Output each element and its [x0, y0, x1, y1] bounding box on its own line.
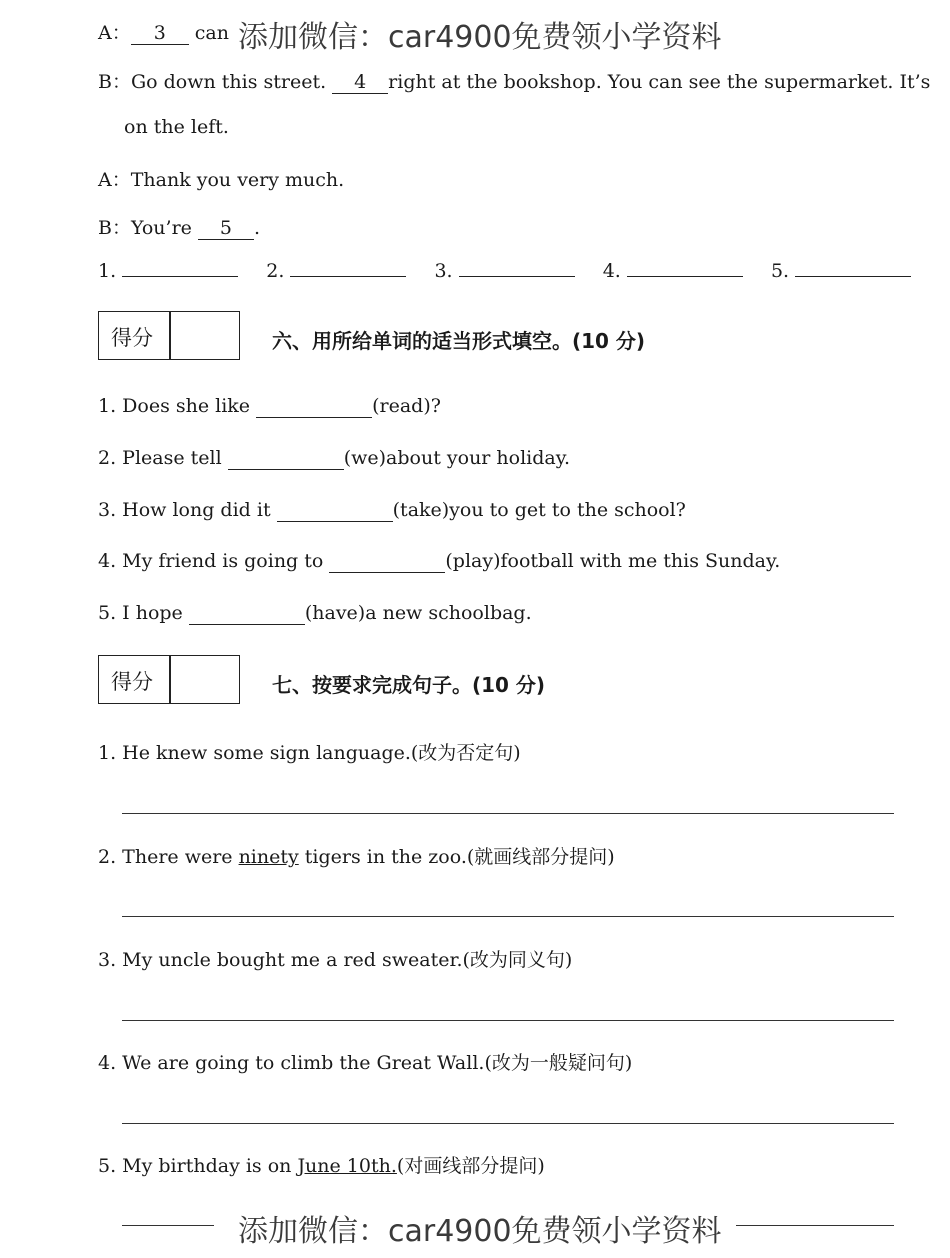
- score-label: 得分: [111, 326, 153, 350]
- fill-blank[interactable]: [329, 551, 445, 573]
- fill-blank[interactable]: [256, 396, 372, 418]
- dialogue-line-b1-cont: on the left.: [124, 116, 229, 138]
- answer-blank[interactable]: [290, 276, 406, 277]
- section-7-item-4: 4. We are going to climb the Great Wall.(改为一般疑问句): [98, 1052, 633, 1074]
- underlined-word: ninety: [238, 846, 299, 868]
- section-7-title: 七、按要求完成句子。(10 分): [272, 673, 546, 697]
- section-6-title: 六、用所给单词的适当形式填空。(10 分): [272, 329, 646, 353]
- answer-line[interactable]: [122, 916, 894, 917]
- section-7-item-5: 5. My birthday is on June 10th.(对画线部分提问): [98, 1155, 545, 1177]
- score-divider: [169, 312, 171, 359]
- section-6-item-2: 2. Please tell (we)about your holiday.: [98, 447, 570, 469]
- dialogue-blank-3: 3: [131, 23, 189, 45]
- answer-line[interactable]: [122, 1225, 214, 1226]
- section-7-item-1: 1. He knew some sign language.(改为否定句): [98, 742, 521, 764]
- dialogue-line-b1: B：Go down this street. 4 right at the bookshop. You can see the supermarket. It’s: [98, 71, 931, 93]
- fill-blank[interactable]: [228, 448, 344, 470]
- section-6-item-3: 3. How long did it (take)you to get to the school?: [98, 499, 686, 521]
- answer-blank-item: 1.: [98, 260, 238, 282]
- dialogue-line-a2: A：Thank you very much.: [98, 169, 345, 191]
- score-box-section-7: [98, 655, 240, 704]
- section-6-item-4: 4. My friend is going to (play)football with me this Sunday.: [98, 550, 781, 572]
- answer-blanks-row: [98, 260, 911, 282]
- section-6-item-5: 5. I hope (have)a new schoolbag.: [98, 602, 532, 624]
- section-6-item-1: 1. Does she like (read)?: [98, 395, 441, 417]
- fill-blank[interactable]: [277, 500, 393, 522]
- section-7-item-3: 3. My uncle bought me a red sweater.(改为同义句): [98, 949, 573, 971]
- fill-blank[interactable]: [189, 603, 305, 625]
- answer-line[interactable]: [122, 1123, 894, 1124]
- dialogue-blank-4: 4: [332, 72, 388, 94]
- score-label: 得分: [111, 670, 153, 694]
- answer-line[interactable]: [736, 1225, 894, 1226]
- answer-blank-item: 2.: [266, 260, 406, 282]
- watermark-bottom: 添加微信：car4900免费领小学资料: [238, 1214, 722, 1249]
- answer-blank[interactable]: [627, 276, 743, 277]
- answer-blank[interactable]: [795, 276, 911, 277]
- score-divider: [169, 656, 171, 703]
- dialogue-blank-5: 5: [198, 218, 254, 240]
- section-7-item-2: 2. There were ninety tigers in the zoo.(就画线部分提问): [98, 846, 615, 868]
- underlined-word: June 10th.: [297, 1155, 397, 1177]
- dialogue-line-b2: B：You’re 5 .: [98, 217, 260, 239]
- answer-blank-item: 4.: [603, 260, 743, 282]
- dialogue-line-a1: A： 3 can: [98, 22, 229, 44]
- answer-blank-item: 5.: [771, 260, 911, 282]
- answer-blank-item: 3.: [434, 260, 574, 282]
- answer-blank[interactable]: [459, 276, 575, 277]
- answer-line[interactable]: [122, 813, 894, 814]
- answer-blank[interactable]: [122, 276, 238, 277]
- watermark-top: 添加微信：car4900免费领小学资料: [238, 20, 722, 55]
- score-box-section-6: [98, 311, 240, 360]
- answer-line[interactable]: [122, 1020, 894, 1021]
